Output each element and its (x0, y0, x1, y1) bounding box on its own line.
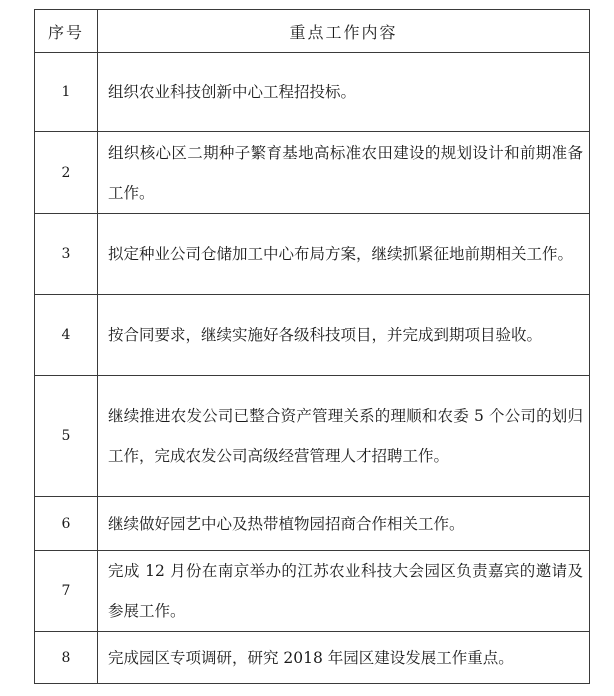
table-row (35, 295, 590, 376)
header-number: 序号 (35, 10, 98, 53)
row-content: 完成园区专项调研，研究 2018 年园区建设发展工作重点。 (98, 632, 590, 684)
header-content: 重点工作内容 (98, 10, 590, 53)
row-content: 按合同要求，继续实施好各级科技项目，并完成到期项目验收。 (98, 295, 590, 376)
row-content: 组织农业科技创新中心工程招投标。 (98, 53, 590, 132)
table-row (35, 551, 590, 632)
row-content: 继续推进农发公司已整合资产管理关系的理顺和农委 5 个公司的划归工作，完成农发公司高级经营管理人才招聘工作。 (98, 376, 590, 497)
table-row (35, 632, 590, 684)
work-items-table (34, 9, 590, 684)
table-header-row (35, 10, 590, 53)
row-content: 继续做好园艺中心及热带植物园招商合作相关工作。 (98, 497, 590, 551)
row-number: 1 (35, 53, 98, 132)
row-content: 完成 12 月份在南京举办的江苏农业科技大会园区负责嘉宾的邀请及参展工作。 (98, 551, 590, 632)
row-number: 4 (35, 295, 98, 376)
row-number: 2 (35, 132, 98, 214)
table-row (35, 132, 590, 214)
row-number: 8 (35, 632, 98, 684)
table-row (35, 214, 590, 295)
row-number: 5 (35, 376, 98, 497)
row-content: 组织核心区二期种子繁育基地高标准农田建设的规划设计和前期准备工作。 (98, 132, 590, 214)
table-row (35, 497, 590, 551)
row-number: 6 (35, 497, 98, 551)
row-number: 7 (35, 551, 98, 632)
row-content: 拟定种业公司仓储加工中心布局方案，继续抓紧征地前期相关工作。 (98, 214, 590, 295)
row-number: 3 (35, 214, 98, 295)
table-row (35, 376, 590, 497)
table-row (35, 53, 590, 132)
